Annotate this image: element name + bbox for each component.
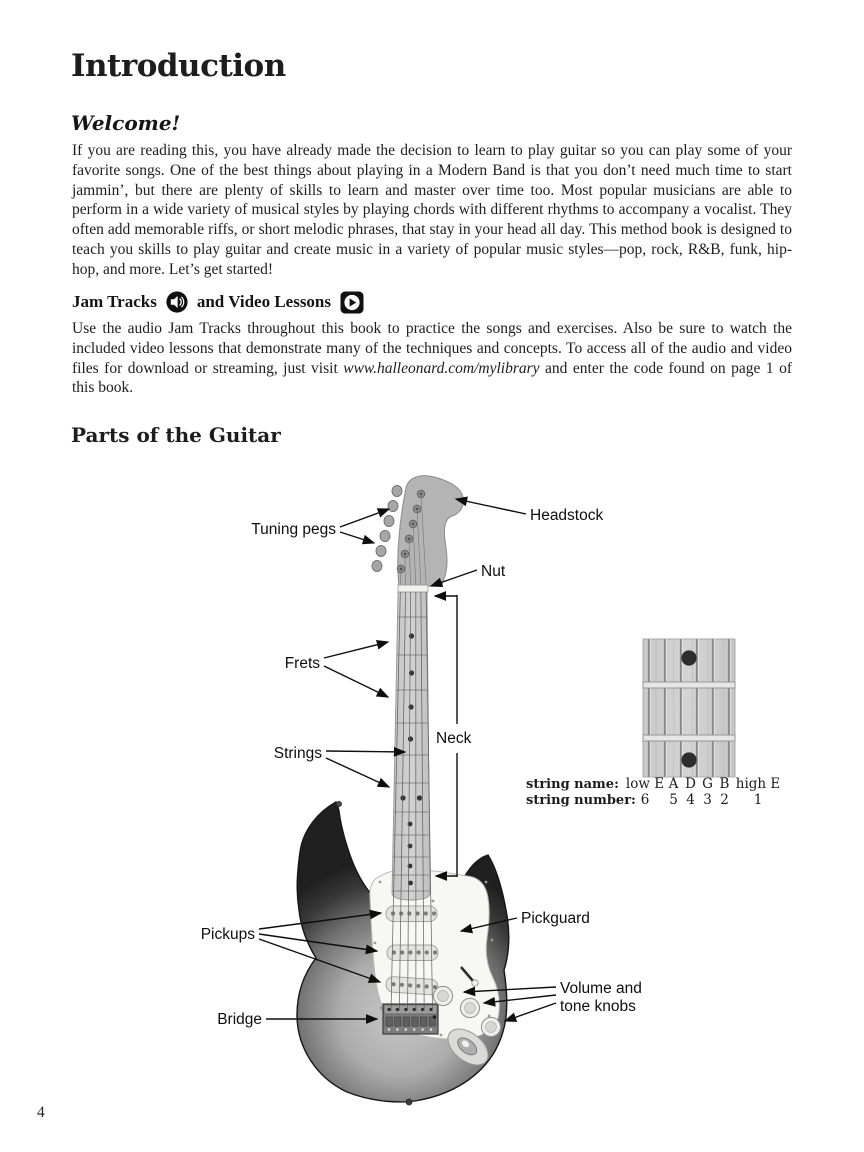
label-bridge: Bridge: [217, 1011, 262, 1028]
audio-speaker-icon: [166, 291, 188, 313]
string-table: [526, 776, 783, 808]
parts-of-guitar-heading: Parts of the Guitar: [71, 423, 281, 447]
video-lessons-label: and Video Lessons: [196, 292, 332, 311]
jam-tracks-label: Jam Tracks: [72, 292, 157, 311]
page-title: Introduction: [71, 48, 286, 84]
video-play-icon: [340, 291, 364, 314]
label-nut: Nut: [481, 563, 506, 580]
string-name-label: string name:: [526, 777, 619, 792]
fret-wire: [643, 682, 735, 688]
string-name: B: [719, 776, 730, 792]
inlay-dot: [681, 650, 696, 665]
inlay-dot: [681, 752, 696, 767]
welcome-paragraph: If you are reading this, you have already made the decision to learn to play guitar so you can play some of your favorite songs. One of the best things about playing in a Modern Band is that you don’t need much time to start jammin’, but there are plenty of skills to learn and master over time too. Most popular musicians are able to perform in a wide variety of musical styles by playing chords with different rhythms to accompany a vocalist. They often add memorable riffs, or short melodic phrases, that stay in your head all day. This method book is designed to teach you skills to play guitar and create music in a variety of popular music styles—pop, rock, R&B, funk, hip-hop, and more. Let’s get started!: [72, 142, 792, 278]
welcome-heading: Welcome!: [71, 111, 181, 135]
label-frets: Frets: [284, 655, 320, 672]
string-name: D: [685, 776, 696, 792]
media-paragraph-end: and enter the code found on page 1 of this book.: [72, 359, 792, 397]
nut: [398, 585, 428, 592]
string-number: 6: [640, 792, 650, 808]
label-pickups: Pickups: [200, 926, 255, 943]
fret-wire: [643, 735, 735, 741]
volume-knob: [433, 986, 452, 1005]
label-knobs-line2: tone knobs: [560, 998, 636, 1015]
string-number: 3: [703, 792, 712, 808]
string-number: 2: [720, 792, 729, 808]
mylibrary-url: www.halleonard.com/mylibrary: [343, 359, 540, 377]
string-name: A: [668, 776, 679, 792]
string-name-row: [526, 776, 783, 792]
string-number: 5: [669, 792, 678, 808]
string-name: low E: [625, 776, 665, 792]
string-number-label: string number:: [526, 793, 636, 808]
media-paragraph-start: Use the audio Jam Tracks throughout this book to practice the songs and exercises. Also be sure to watch the included video lessons that demonstrate many of the techniques and concepts. To access all of the audio and video files for download or streaming, just visit: [72, 320, 792, 377]
string-number: 4: [686, 792, 695, 808]
fretboard-closeup: [643, 639, 735, 777]
label-neck: Neck: [436, 730, 472, 747]
label-knobs-line1: Volume and: [560, 980, 642, 997]
middle-pickup: [387, 945, 438, 961]
string-number-row: [526, 792, 783, 808]
media-paragraph: [72, 319, 792, 398]
string-name: high E: [735, 776, 781, 792]
bridge-pickup: [386, 976, 439, 995]
string-number: 1: [753, 792, 763, 808]
tone-knob-2: [481, 1017, 500, 1036]
headstock: [372, 476, 463, 592]
page-number: 4: [37, 1104, 45, 1121]
label-tuning-pegs: Tuning pegs: [251, 521, 336, 538]
label-pickguard: Pickguard: [521, 910, 590, 927]
string-name: G: [702, 776, 713, 792]
jam-tracks-heading: [72, 289, 364, 315]
label-strings: Strings: [273, 745, 322, 762]
guitar-neck: [392, 592, 430, 900]
tone-knob-1: [460, 998, 479, 1017]
label-headstock: Headstock: [530, 507, 604, 524]
